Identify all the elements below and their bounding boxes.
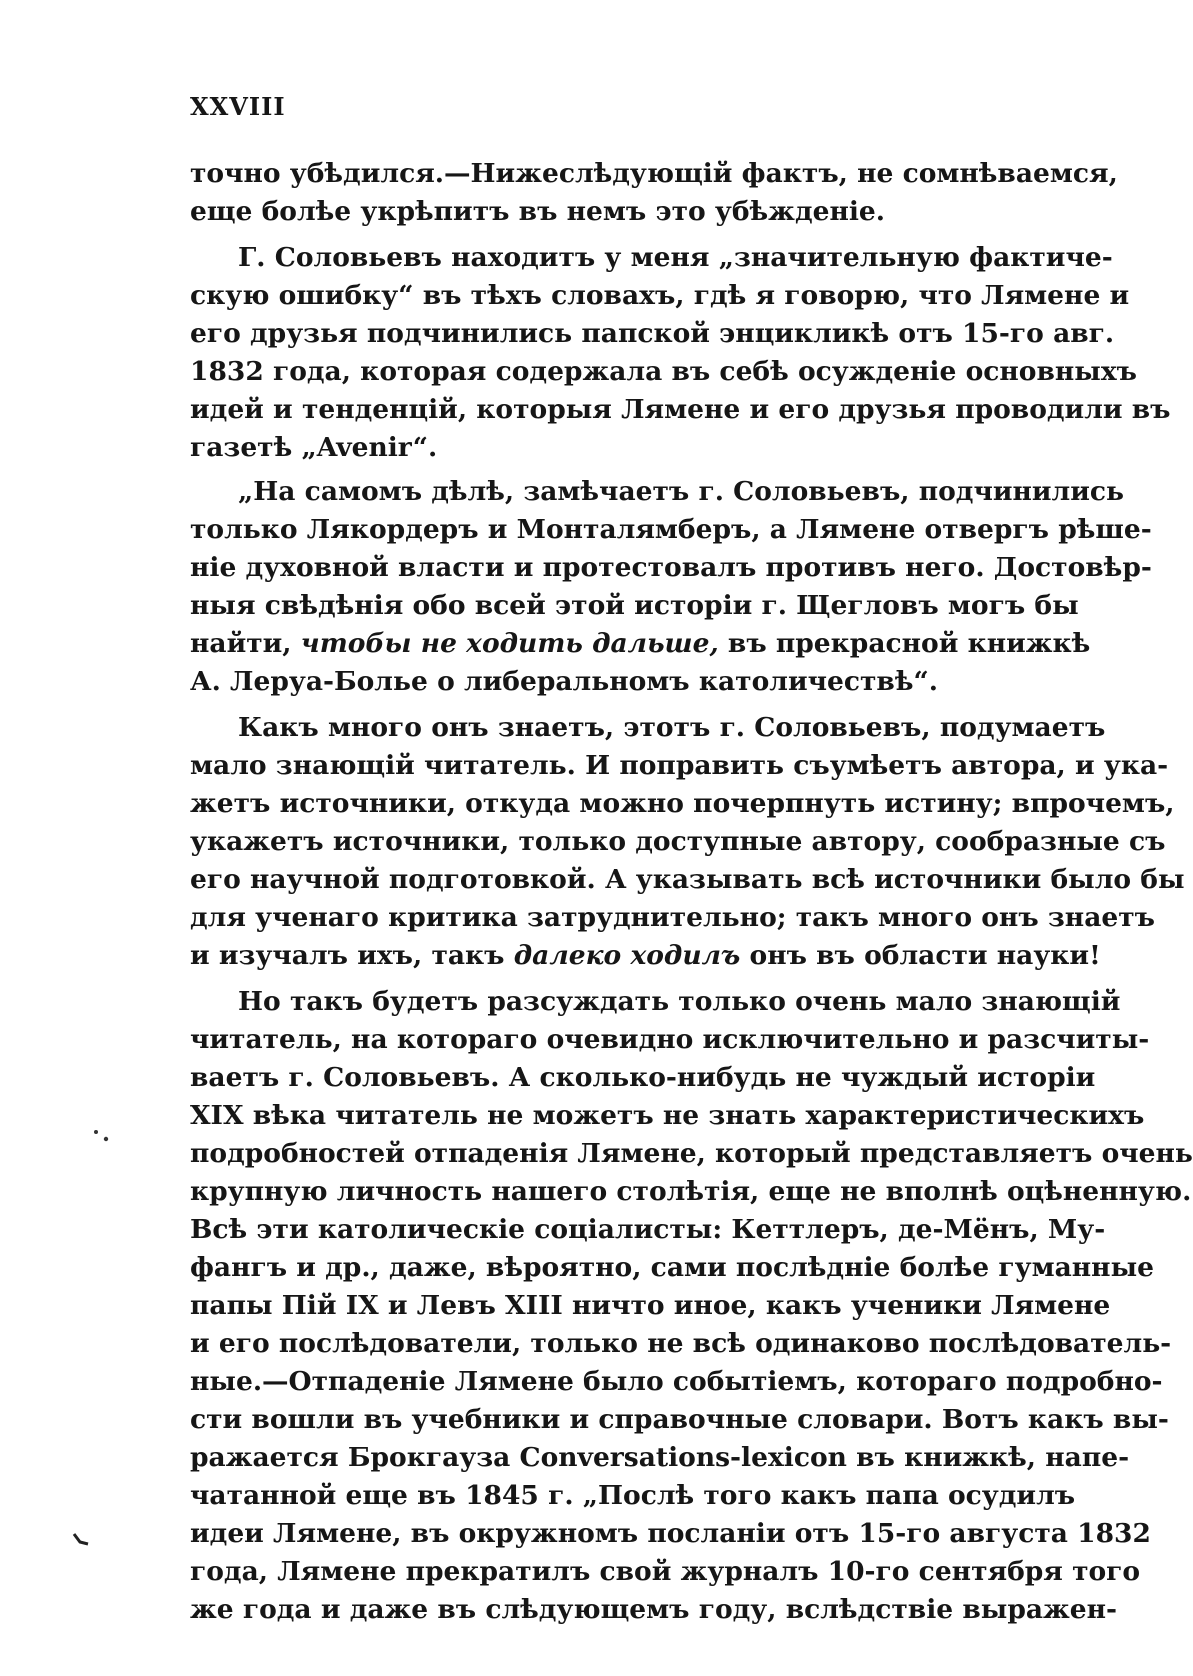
text-line: газетѣ „Avenir“. xyxy=(190,432,438,463)
text-line: ныя свѣдѣнія обо всей этой исторіи г. Щегловъ могъ бы xyxy=(190,590,1079,621)
text-line: Г. Соловьевъ находитъ у меня „значительную фактиче- xyxy=(238,242,1113,273)
text-line: ніе духовной власти и протестовалъ противъ него. Достовѣр- xyxy=(190,552,1152,583)
page-number: XXVIII xyxy=(190,92,286,121)
margin-speck xyxy=(72,1532,92,1548)
text-line: укажетъ источники, только доступные автору, сообразные съ xyxy=(190,826,1166,857)
italic-phrase: далеко ходилъ xyxy=(513,940,741,971)
text-line: точно убѣдился.—Нижеслѣдующій фактъ, не сомнѣваемся, xyxy=(190,158,1118,189)
text-line: Но такъ будетъ разсуждать только очень мало знающій xyxy=(238,986,1121,1017)
text-line: его научной подготовкой. А указывать всѣ источники было бы xyxy=(190,864,1185,895)
text-line: папы Пій IX и Левъ XIII ничто иное, какъ ученики Лямене xyxy=(190,1290,1111,1321)
italic-phrase: чтобы не ходить дальше, xyxy=(300,628,719,659)
text-line: Какъ много онъ знаетъ, этотъ г. Соловьевъ, подумаетъ xyxy=(238,712,1106,743)
text-line: года, Лямене прекратилъ свой журналъ 10-го сентября того xyxy=(190,1556,1141,1587)
text-line: Всѣ эти католическіе соціалисты: Кеттлеръ, де-Мёнъ, Му- xyxy=(190,1214,1106,1245)
margin-speck xyxy=(92,1128,114,1144)
text-fragment: и изучалъ ихъ, такъ xyxy=(190,940,505,971)
text-line: XIX вѣка читатель не можетъ не знать характеристическихъ xyxy=(190,1100,1145,1131)
text-line: его друзья подчинились папской энцикликѣ отъ 15-го авг. xyxy=(190,318,1115,349)
text-line: А. Леруа-Болье о либеральномъ католичествѣ“. xyxy=(190,666,938,697)
text-line: подробностей отпаденія Лямене, который представляетъ очень xyxy=(190,1138,1193,1169)
text-line: еще болѣе укрѣпитъ въ немъ это убѣжденіе. xyxy=(190,196,886,227)
text-line: ваетъ г. Соловьевъ. А сколько-нибудь не чуждый исторіи xyxy=(190,1062,1096,1093)
text-line: чатанной еще въ 1845 г. „Послѣ того какъ папа осудилъ xyxy=(190,1480,1076,1511)
page-text xyxy=(190,155,1193,1629)
text-line xyxy=(190,625,1091,663)
text-fragment: онъ въ области науки! xyxy=(749,940,1101,971)
text-fragment: найти, xyxy=(190,628,292,659)
text-line: фангъ и др., даже, вѣроятно, сами послѣдніе болѣе гуманные xyxy=(190,1252,1154,1283)
text-line: ные.—Отпаденіе Лямене было событіемъ, котораго подробно- xyxy=(190,1366,1163,1397)
text-line: только Лякордеръ и Монталямберъ, а Лямене отвергъ рѣше- xyxy=(190,514,1152,545)
text-line: жетъ источники, откуда можно почерпнуть истину; впрочемъ, xyxy=(190,788,1175,819)
text-line: и его послѣдователи, только не всѣ одинаково послѣдователь- xyxy=(190,1328,1172,1359)
text-fragment: въ прекрасной книжкѣ xyxy=(727,628,1091,659)
text-line: крупную личность нашего столѣтія, еще не вполнѣ оцѣненную. xyxy=(190,1176,1192,1207)
text-line: идей и тенденцій, которыя Лямене и его друзья проводили въ xyxy=(190,394,1171,425)
text-line: ражается Брокгауза Conversations-lexicon въ книжкѣ, напе- xyxy=(190,1442,1130,1473)
text-line: сти вошли въ учебники и справочные словари. Вотъ какъ вы- xyxy=(190,1404,1169,1435)
text-line: мало знающій читатель. И поправить съумѣетъ автора, и ука- xyxy=(190,750,1169,781)
text-line: читатель, на котораго очевидно исключительно и разсчиты- xyxy=(190,1024,1150,1055)
text-line: идеи Лямене, въ окружномъ посланіи отъ 15-го августа 1832 xyxy=(190,1518,1151,1549)
text-line: же года и даже въ слѣдующемъ году, вслѣдствіе выражен- xyxy=(190,1594,1118,1625)
text-line: 1832 года, которая содержала въ себѣ осужденіе основныхъ xyxy=(190,356,1137,387)
text-line: „На самомъ дѣлѣ, замѣчаетъ г. Соловьевъ, подчинились xyxy=(238,476,1125,507)
text-line: скую ошибку“ въ тѣхъ словахъ, гдѣ я говорю, что Лямене и xyxy=(190,280,1130,311)
text-line xyxy=(190,937,1101,975)
text-line: для ученаго критика затруднительно; такъ много онъ знаетъ xyxy=(190,902,1155,933)
